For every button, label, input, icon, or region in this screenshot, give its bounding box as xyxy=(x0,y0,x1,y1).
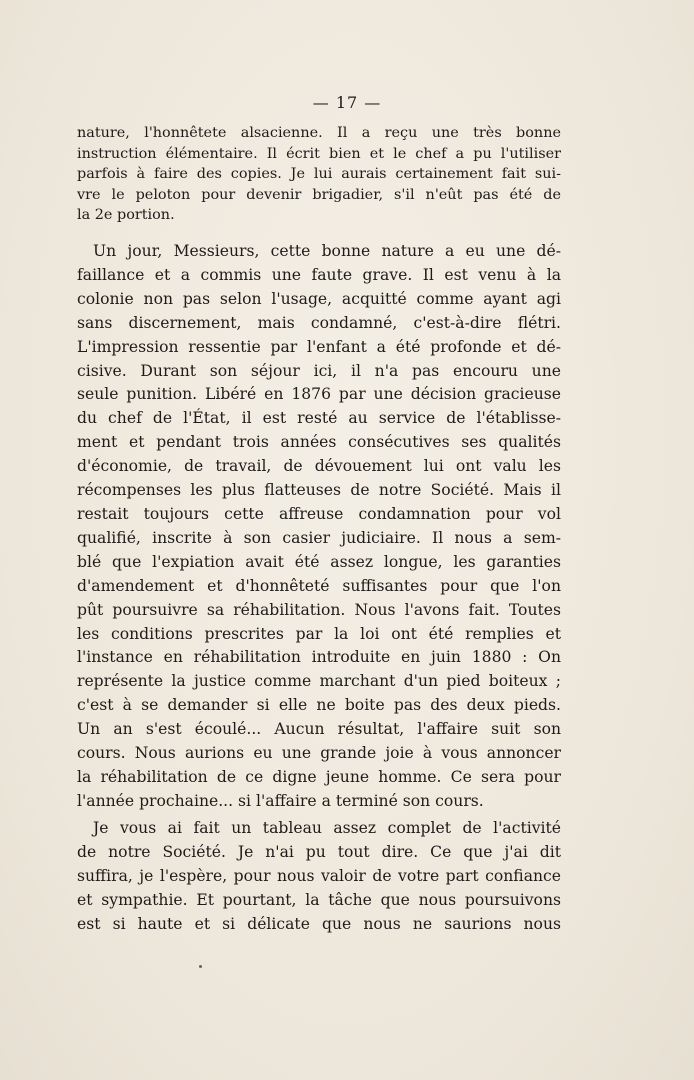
text-line: cours. Nous aurions eu une grande joie à vous annoncer xyxy=(77,744,561,763)
text-line: la réhabilitation de ce digne jeune homme. Ce sera pour xyxy=(77,767,561,786)
text-line: qualifié, inscrite à son casier judiciaire. Il nous a sem- xyxy=(77,528,561,547)
text-line: Un jour, Messieurs, cette bonne nature a eu une dé- xyxy=(93,242,561,260)
text-line: d'économie, de travail, de dévouement lui ont valu les xyxy=(77,457,561,476)
text-line: de notre Société. Je n'ai pu tout dire. Ce que j'ai dit xyxy=(77,842,561,861)
paragraph-3 xyxy=(77,817,561,937)
text-line: Un an s'est écoulé... Aucun résultat, l'affaire suit son xyxy=(77,720,561,739)
text-line: l'année prochaine... si l'affaire a terminé son cours. xyxy=(77,791,484,810)
text-line: L'impression ressentie par l'enfant a été profonde et dé- xyxy=(77,337,561,356)
ink-speck xyxy=(199,965,202,968)
text-line: suffira, je l'espère, pour nous valoir de votre part confiance xyxy=(77,866,561,885)
text-line: les conditions prescrites par la loi ont été remplies et xyxy=(77,624,561,643)
text-line: parfois à faire des copies. Je lui aurais certainement fait sui- xyxy=(77,166,561,183)
text-line: est si haute et si délicate que nous ne saurions nous xyxy=(77,914,561,933)
text-line: nature, l'honnêtete alsacienne. Il a reçu une très bonne xyxy=(77,125,561,141)
text-line: sans discernement, mais condamné, c'est-à-dire flétri. xyxy=(77,313,561,332)
text-line: faillance et a commis une faute grave. Il est venu à la xyxy=(77,265,561,284)
text-line: pût poursuivre sa réhabilitation. Nous l'avons fait. Toutes xyxy=(77,600,561,619)
text-line: colonie non pas selon l'usage, acquitté comme ayant agi xyxy=(77,289,561,308)
text-line: c'est à se demander si elle ne boite pas des deux pieds. xyxy=(77,696,561,715)
text-line: seule punition. Libéré en 1876 par une décision gracieuse xyxy=(77,385,561,404)
text-line: représente la justice comme marchant d'un pied boiteux ; xyxy=(77,672,561,691)
text-line: vre le peloton pour devenir brigadier, s'il n'eût pas été de xyxy=(77,186,561,203)
text-line: l'instance en réhabilitation introduite en juin 1880 : On xyxy=(77,648,561,667)
text-line: Je vous ai fait un tableau assez complet de l'activité xyxy=(93,819,561,837)
text-line: restait toujours cette affreuse condamnation pour vol xyxy=(77,504,561,523)
text-line: et sympathie. Et pourtant, la tâche que nous poursuivons xyxy=(77,890,561,909)
text-line: blé que l'expiation avait été assez longue, les garanties xyxy=(77,552,561,571)
text-line: cisive. Durant son séjour ici, il n'a pas encouru une xyxy=(77,361,561,380)
text-line: instruction élémentaire. Il écrit bien et le chef a pu l'utiliser xyxy=(77,145,561,162)
paragraph-1 xyxy=(77,123,561,226)
text-line: du chef de l'État, il est resté au service de l'établisse- xyxy=(77,409,561,428)
text-line: ment et pendant trois années consécutives ses qualités xyxy=(77,433,561,452)
text-line: récompenses les plus flatteuses de notre Société. Mais il xyxy=(77,481,561,500)
text-line: la 2e portion. xyxy=(77,207,175,224)
paragraph-2 xyxy=(77,240,561,814)
text-line: d'amendement et d'honnêteté suffisantes pour que l'on xyxy=(77,576,561,595)
page-number: — 17 — xyxy=(312,93,382,112)
